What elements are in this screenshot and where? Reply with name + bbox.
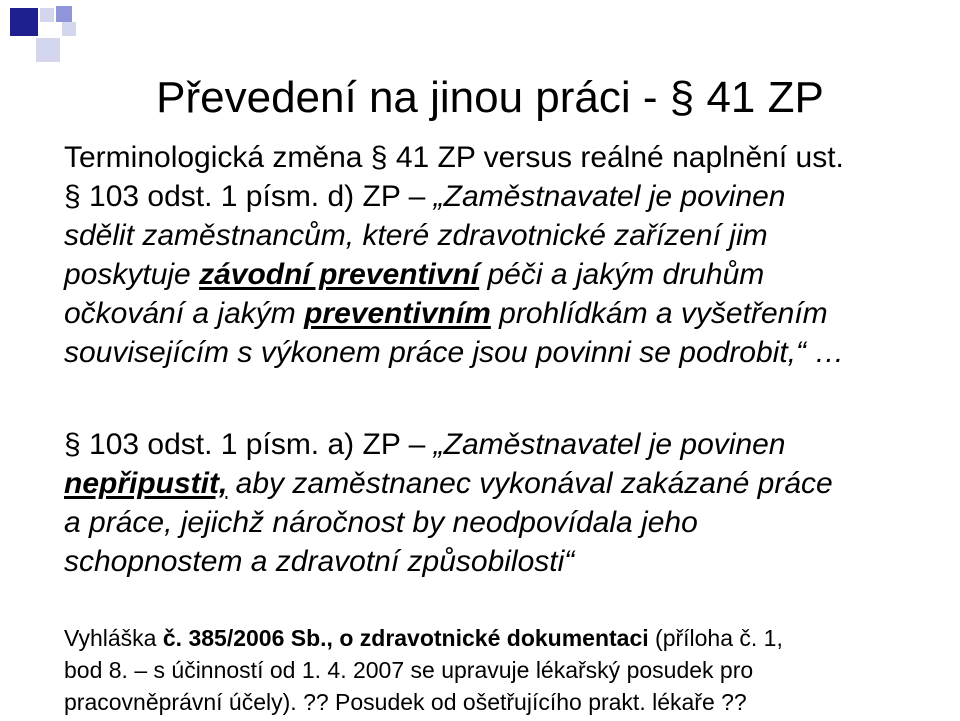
p1-line-5-a: očkování a jakým <box>64 297 305 330</box>
p1-emphasis-preventivnim: preventivním <box>304 297 491 330</box>
p3-line-2: bod 8. – s účinností od 1. 4. 2007 se upravuje lékařský posudek pro <box>64 657 754 683</box>
p3-line-3: pracovněprávní účely). ?? Posudek od ošetřujícího prakt. lékaře ?? <box>64 689 747 715</box>
p2-emphasis-nepripustit: nepřipustit, <box>64 467 228 500</box>
p1-line-6: souvisejícím s výkonem práce jsou povinni se podrobit,“ … <box>64 336 845 369</box>
p2-line-4: schopnostem a zdravotní způsobilosti“ <box>64 545 575 578</box>
p1-line-4-c: péči a jakým druhům <box>479 258 765 291</box>
paragraph-1 <box>64 138 844 372</box>
paragraph-3 <box>64 622 783 718</box>
p1-line-2 <box>64 177 844 216</box>
p1-line-4 <box>64 255 844 294</box>
p3-decree-reference: č. 385/2006 Sb., o zdravotnické dokumentaci <box>162 625 649 651</box>
p1-line-5-c: prohlídkám a vyšetřením <box>490 297 828 330</box>
p1-line-3: sdělit zaměstnancům, které zdravotnické zařízení jim <box>64 219 768 252</box>
p2-line-3: a práce, jejichž náročnost by neodpovídala jeho <box>64 506 698 539</box>
p3-line-1-a: Vyhláška <box>64 625 163 651</box>
p1-line-1: Terminologická změna § 41 ZP versus reálné naplnění ust. <box>64 141 844 174</box>
p1-line-2-start: § 103 odst. 1 písm. d) ZP – <box>64 180 434 213</box>
p2-line-1 <box>64 425 833 464</box>
deco-square-navy <box>10 8 38 36</box>
p1-emphasis-zavodni-preventivni: závodní preventivní <box>199 258 480 291</box>
p2-line-2 <box>64 464 833 503</box>
p2-line-1-quote: „Zaměstnavatel je povinen <box>433 428 786 461</box>
deco-square-light <box>40 8 54 22</box>
deco-square-light <box>36 38 60 62</box>
paragraph-2 <box>64 425 833 581</box>
corner-decoration <box>0 0 120 70</box>
deco-square-blue <box>56 6 72 22</box>
p3-line-1-c: (příloha č. 1, <box>648 625 783 651</box>
p1-line-2-quote: „Zaměstnavatel je povinen <box>433 180 786 213</box>
p1-line-5 <box>64 294 844 333</box>
p3-line-1 <box>64 622 783 654</box>
slide-title: Převedení na jinou práci - § 41 ZP <box>156 73 824 122</box>
deco-square-light <box>62 22 76 36</box>
p2-line-2-b: aby zaměstnanec vykonával zakázané práce <box>227 467 833 500</box>
p1-line-4-a: poskytuje <box>64 258 200 291</box>
p2-line-1-start: § 103 odst. 1 písm. a) ZP – <box>64 428 434 461</box>
